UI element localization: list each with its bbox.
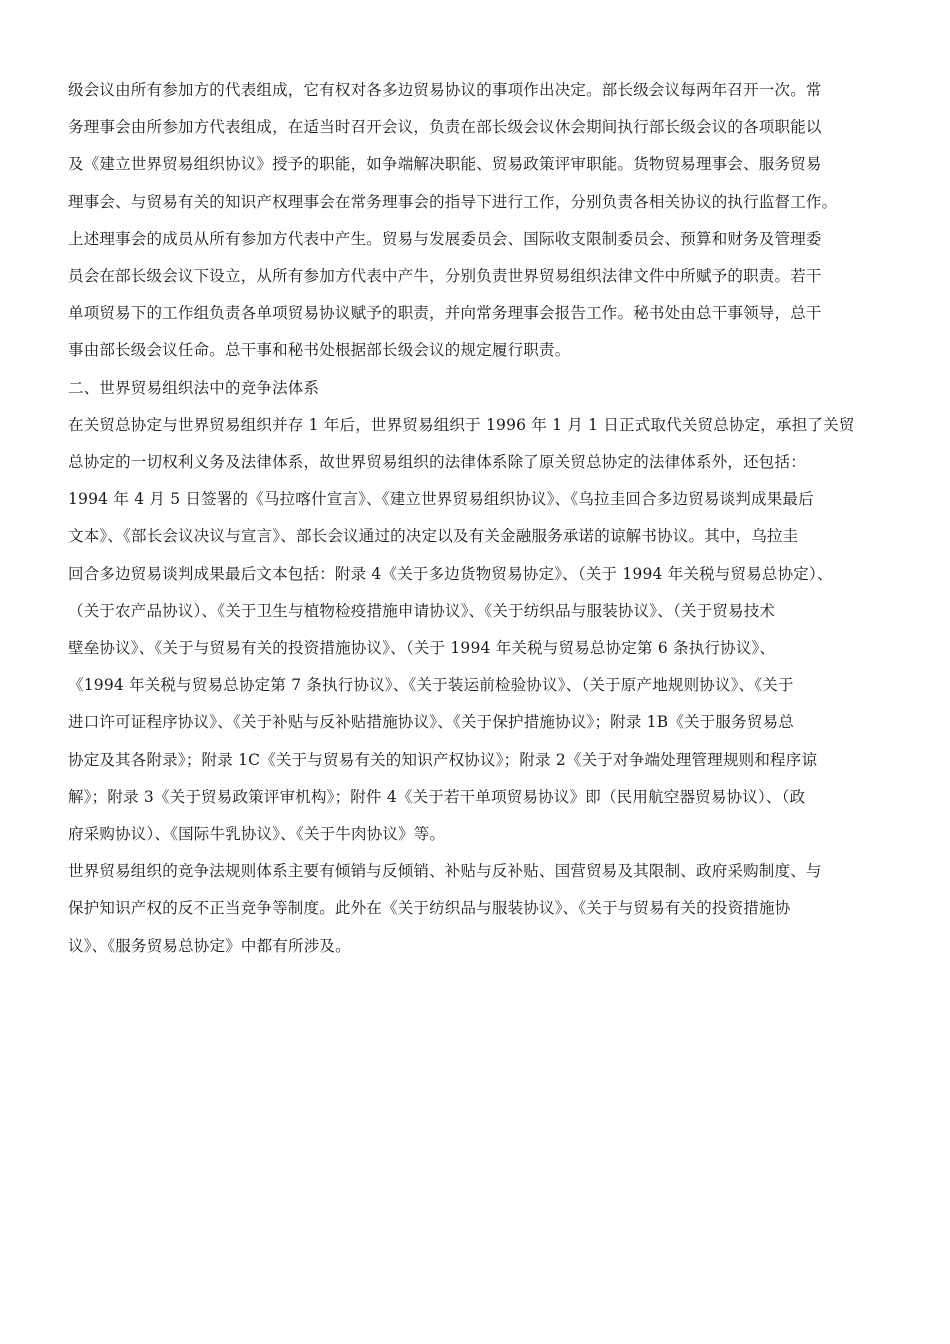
text-line: 世界贸易组织的竞争法规则体系主要有倾销与反倾销、补贴与反补贴、国营贸易及其限制、政府采购制度、与 xyxy=(68,862,822,881)
paragraph-wto-structure xyxy=(68,72,880,370)
text-line: 壁垒协议》、《关于与贸易有关的投资措施协议》、（关于 1994 年关税与贸易总协定第 6 条执行协议》、 xyxy=(68,639,776,658)
text-line: 进口许可证程序协议》、《关于补贴与反补贴措施协议》、《关于保护措施协议》；附录 1B《关于服务贸易总 xyxy=(68,713,794,732)
text-line: 事由部长级会议任命。总干事和秘书处根据部长级会议的规定履行职责。 xyxy=(68,341,571,360)
text-line: 议》、《服务贸易总协定》中都有所涉及。 xyxy=(68,936,351,955)
paragraph-competition-rules xyxy=(68,853,880,965)
text-line: 《1994 年关税与贸易总协定第 7 条执行协议》、《关于装运前检验协议》、（关于原产地规则协议》、《关于 xyxy=(68,676,794,695)
text-line: 回合多边贸易谈判成果最后文本包括：附录 4《关于多边货物贸易协定》、（关于 1994 年关税与贸易总协定）、 xyxy=(68,564,833,583)
text-line: 总协定的一切权利义务及法律体系，故世界贸易组织的法律体系除了原关贸总协定的法律体系外，还包括： xyxy=(68,453,806,472)
text-line: 务理事会由所参加方代表组成，在适当时召开会议，负责在部长级会议休会期间执行部长级会议的各项职能以 xyxy=(68,118,822,137)
text-line: 上述理事会的成员从所有参加方代表中产生。贸易与发展委员会、国际收支限制委员会、预算和财务及管理委 xyxy=(68,229,822,248)
text-line: 及《建立世界贸易组织协议》授予的职能，如争端解决职能、贸易政策评审职能。货物贸易理事会、服务贸易 xyxy=(68,155,822,174)
paragraph-agreements-list xyxy=(68,481,880,853)
text-line: 协定及其各附录》；附录 1C《关于与贸易有关的知识产权协议》；附录 2《关于对争端处理管理规则和程序谅 xyxy=(68,750,818,769)
text-line: 员会在部长级会议下设立，从所有参加方代表中产牛，分别负责世界贸易组织法律文件中所赋予的职责。若干 xyxy=(68,267,822,286)
text-line: 府采购协议）、《国际牛乳协议》、《关于牛肉协议》等。 xyxy=(68,825,446,844)
text-line: 1994 年 4 月 5 日签署的《马拉喀什宣言》、《建立世界贸易组织协议》、《乌拉圭回合多边贸易谈判成果最后 xyxy=(68,490,814,509)
document-body xyxy=(68,72,880,965)
text-line: 文本》、《部长会议决议与宣言》、部长会议通过的决定以及有关金融服务承诺的谅解书协议。其中，乌拉圭 xyxy=(68,527,799,546)
text-line: 级会议由所有参加方的代表组成，它有权对各多边贸易协议的事项作出决定。部长级会议每两年召开一次。常 xyxy=(68,81,822,99)
text-line: 在关贸总协定与世界贸易组织并存 1 年后，世界贸易组织于 1996 年 1 月 1 日正式取代关贸总协定，承担了关贸 xyxy=(68,415,855,434)
text-line: （关于农产品协议）、《关于卫生与植物检疫措施申请协议》、《关于纺织品与服装协议》、（关于贸易技术 xyxy=(68,601,776,620)
text-line: 解》；附录 3《关于贸易政策评审机构》；附件 4《关于若干单项贸易协议》即（民用航空器贸易协议）、（政 xyxy=(68,787,806,806)
text-line: 保护知识产权的反不正当竞争等制度。此外在《关于纺织品与服装协议》、《关于与贸易有关的投资措施协 xyxy=(68,899,791,918)
text-line: 理事会、与贸易有关的知识产权理事会在常务理事会的指导下进行工作，分别负责各相关协议的执行监督工作。 xyxy=(68,192,838,211)
text-line: 单项贸易下的工作组负责各单项贸易协议赋予的职责，并向常务理事会报告工作。秘书处由总干事领导，总干 xyxy=(68,304,822,323)
section-heading: 二、世界贸易组织法中的竞争法体系 xyxy=(68,378,320,397)
paragraph-wto-replaces-gatt xyxy=(68,407,880,481)
